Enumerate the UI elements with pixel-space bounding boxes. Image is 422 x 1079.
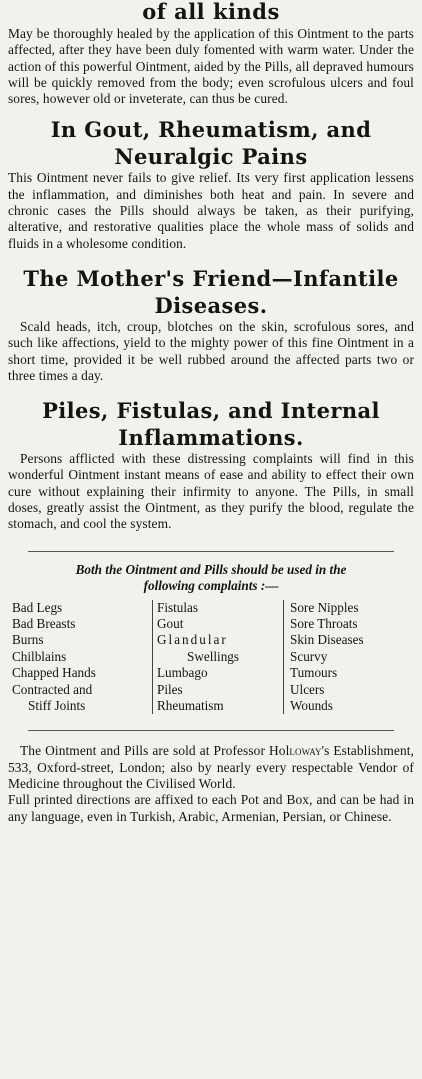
complaint-item: Piles: [157, 681, 183, 697]
complaint-item: Swellings: [187, 648, 240, 664]
complaint-item: Sore Throats: [290, 616, 358, 632]
footer-text: The Ointment and Pills are sold at Professor Hol: [20, 743, 290, 759]
complaint-item: Burns: [12, 632, 44, 648]
section-gout: [8, 116, 414, 251]
complaints-block: [8, 562, 414, 715]
complaint-item: Chapped Hands: [12, 665, 96, 681]
section-heading-line1: Piles, Fistulas, and Internal: [42, 398, 380, 424]
complaint-item: Skin Diseases: [290, 632, 364, 648]
section-heading-line2: Neuralgic Pains: [114, 144, 308, 170]
section-heading-line1: In Gout, Rheumatism, and: [50, 117, 372, 143]
footer-text-smallcaps: loway: [289, 743, 322, 759]
section-heading-line2: Inflammations.: [118, 425, 304, 451]
section-heading-line1: The Mother's Friend—Infantile: [23, 265, 399, 291]
complaints-table: [12, 600, 412, 715]
complaints-column-2: [152, 600, 284, 715]
complaint-item: Sore Nipples: [290, 599, 359, 615]
complaints-column-3: [284, 600, 412, 715]
complaint-item: Lumbago: [157, 665, 208, 681]
complaints-heading-line2: following complaints :—: [143, 577, 279, 593]
complaint-item: Chilblains: [12, 648, 67, 664]
section-piles: [8, 397, 414, 532]
top-heading: of all kinds: [142, 0, 280, 24]
complaint-item: Stiff Joints: [28, 698, 86, 714]
intro-paragraph: May be thoroughly healed by the application of this Ointment to the parts affected, after they have been duly fomented with warm water. Under the action of this powerful Ointment, aided by the Pills, all depraved humours will be quickly removed from the body; even scrofulous ulcers and foul sores, however old or inveterate, can thus be cured.: [8, 26, 414, 107]
complaint-item: Scurvy: [290, 648, 328, 664]
complaint-item: Glandular: [157, 632, 228, 648]
footer-directions-paragraph: Full printed directions are affixed to each Pot and Box, and can be had in any language, even in Turkish, Arabic, Armenian, Persian, or Chinese.: [8, 792, 414, 824]
section-body: Persons afflicted with these distressing complaints will find in this wonderful Ointment instant means of ease and ability to effect their own cure without explaining their infirmity to anyone. The Pills, in small doses, greatly assist the Ointment, as they purify the blood, regulate the stomach, and cool the system.: [8, 451, 414, 532]
section-infantile: [8, 265, 414, 384]
complaint-item: Fistulas: [157, 599, 199, 615]
section-heading-line2: Diseases.: [154, 292, 268, 318]
footer-text: 's Establishment, 533, Oxford-street, London; also by nearly every respectable Vendor of Medicine throughout the Civilised World.: [8, 743, 415, 792]
section-body: Scald heads, itch, croup, blotches on the skin, scrofulous sores, and such like affections, yield to the mighty power of this fine Ointment in a short time, provided it be well rubbed around the affected parts two or three times a day.: [8, 318, 414, 383]
complaint-item: Bad Breasts: [12, 616, 76, 632]
footer-sales-paragraph: [8, 743, 414, 792]
section-body: This Ointment never fails to give relief. Its very first application lessens the inflammation, and diminishes both heat and pain. In severe and chronic cases the Pills should always be taken, as their purifying, alterative, and restorative qualities place the whole mass of solids and fluids in a wholesome condition.: [8, 170, 414, 251]
complaint-item: Ulcers: [290, 681, 325, 697]
complaint-item: Wounds: [290, 698, 333, 714]
complaint-item: Tumours: [290, 665, 338, 681]
complaints-heading-line1: Both the Ointment and Pills should be used in the: [75, 561, 347, 577]
complaints-column-1: [12, 600, 152, 715]
complaint-item: Gout: [157, 616, 184, 632]
complaint-item: Rheumatism: [157, 698, 224, 714]
complaint-item: Bad Legs: [12, 599, 63, 615]
complaint-item: Contracted and: [12, 681, 93, 697]
